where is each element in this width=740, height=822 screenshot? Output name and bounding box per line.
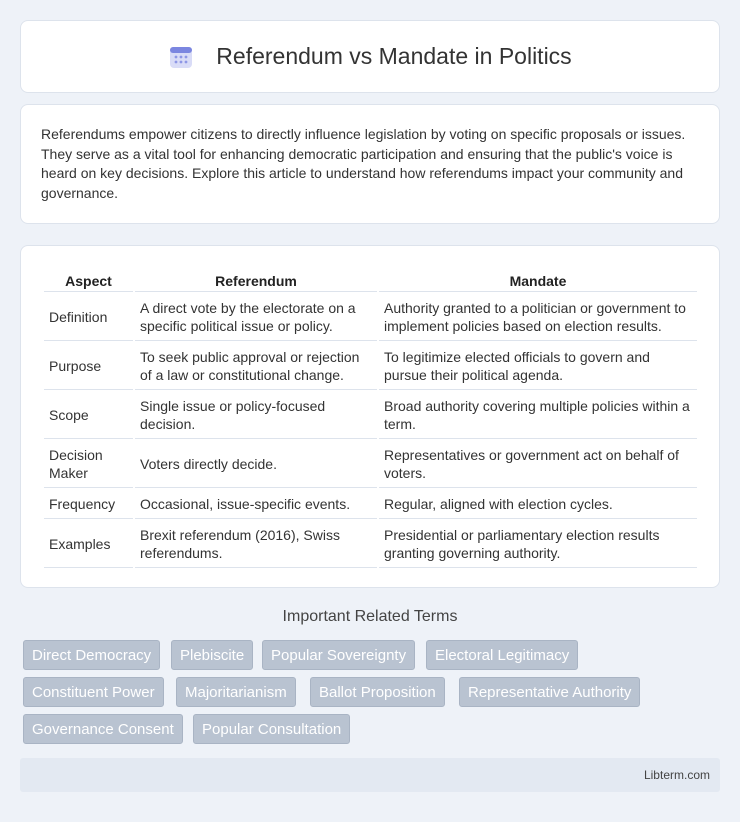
footer-site-link[interactable]: Libterm.com bbox=[643, 768, 710, 782]
cell-referendum: Single issue or policy-focused decision. bbox=[135, 392, 377, 439]
related-term-tag[interactable]: Popular Sovereignty bbox=[262, 640, 415, 670]
cell-referendum: A direct vote by the electorate on a specific political issue or policy. bbox=[135, 294, 377, 341]
related-term-tag[interactable]: Ballot Proposition bbox=[310, 677, 445, 707]
related-terms-title: Important Related Terms bbox=[282, 608, 458, 625]
cell-aspect: Frequency bbox=[44, 490, 133, 519]
intro-text: Referendums empower citizens to directly influence legislation by voting on specific proposals or issues. They serve as a vital tool for enhancing democratic participation and ensuring that the public's voice is heard on key decisions. Explore this article to understand how referendums impact your community and governance. bbox=[41, 126, 686, 201]
comparison-table-card bbox=[20, 245, 720, 588]
related-term-tag[interactable]: Constituent Power bbox=[23, 677, 164, 707]
related-term-tag[interactable]: Direct Democracy bbox=[23, 640, 160, 670]
header-referendum: Referendum bbox=[135, 268, 377, 292]
cell-referendum: Brexit referendum (2016), Swiss referendums. bbox=[135, 521, 377, 568]
cell-aspect: Purpose bbox=[44, 343, 133, 390]
related-term-tag[interactable]: Majoritarianism bbox=[176, 677, 296, 707]
related-term-tag[interactable]: Popular Consultation bbox=[193, 714, 350, 744]
related-term-tag[interactable]: Representative Authority bbox=[459, 677, 640, 707]
cell-aspect: Decision Maker bbox=[44, 441, 133, 488]
header-aspect: Aspect bbox=[44, 268, 133, 292]
table-row bbox=[44, 343, 697, 390]
table-row bbox=[44, 490, 697, 519]
cell-mandate: Regular, aligned with election cycles. bbox=[379, 490, 697, 519]
related-term-tag[interactable]: Plebiscite bbox=[171, 640, 253, 670]
table-header-row bbox=[44, 268, 697, 292]
cell-aspect: Examples bbox=[44, 521, 133, 568]
cell-referendum: Voters directly decide. bbox=[135, 441, 377, 488]
cell-mandate: Presidential or parliamentary election results granting governing authority. bbox=[379, 521, 697, 568]
cell-aspect: Definition bbox=[44, 294, 133, 341]
cell-aspect: Scope bbox=[44, 392, 133, 439]
footer bbox=[20, 758, 720, 792]
cell-mandate: To legitimize elected officials to govern and pursue their political agenda. bbox=[379, 343, 697, 390]
intro-card bbox=[20, 104, 720, 224]
related-term-tag[interactable]: Governance Consent bbox=[23, 714, 183, 744]
related-term-tag[interactable]: Electoral Legitimacy bbox=[426, 640, 578, 670]
cell-mandate: Broad authority covering multiple policies within a term. bbox=[379, 392, 697, 439]
table-row bbox=[44, 294, 697, 341]
table-row bbox=[44, 392, 697, 439]
cell-referendum: Occasional, issue-specific events. bbox=[135, 490, 377, 519]
header-mandate: Mandate bbox=[379, 268, 697, 292]
cell-mandate: Representatives or government act on behalf of voters. bbox=[379, 441, 697, 488]
page-title: Referendum vs Mandate in Politics bbox=[216, 43, 572, 69]
comparison-table bbox=[42, 266, 699, 570]
table-row bbox=[44, 521, 697, 568]
cell-mandate: Authority granted to a politician or government to implement policies based on election results. bbox=[379, 294, 697, 341]
table-row bbox=[44, 441, 697, 488]
calendar-icon bbox=[168, 44, 194, 70]
cell-referendum: To seek public approval or rejection of a law or constitutional change. bbox=[135, 343, 377, 390]
header-card bbox=[20, 20, 720, 93]
